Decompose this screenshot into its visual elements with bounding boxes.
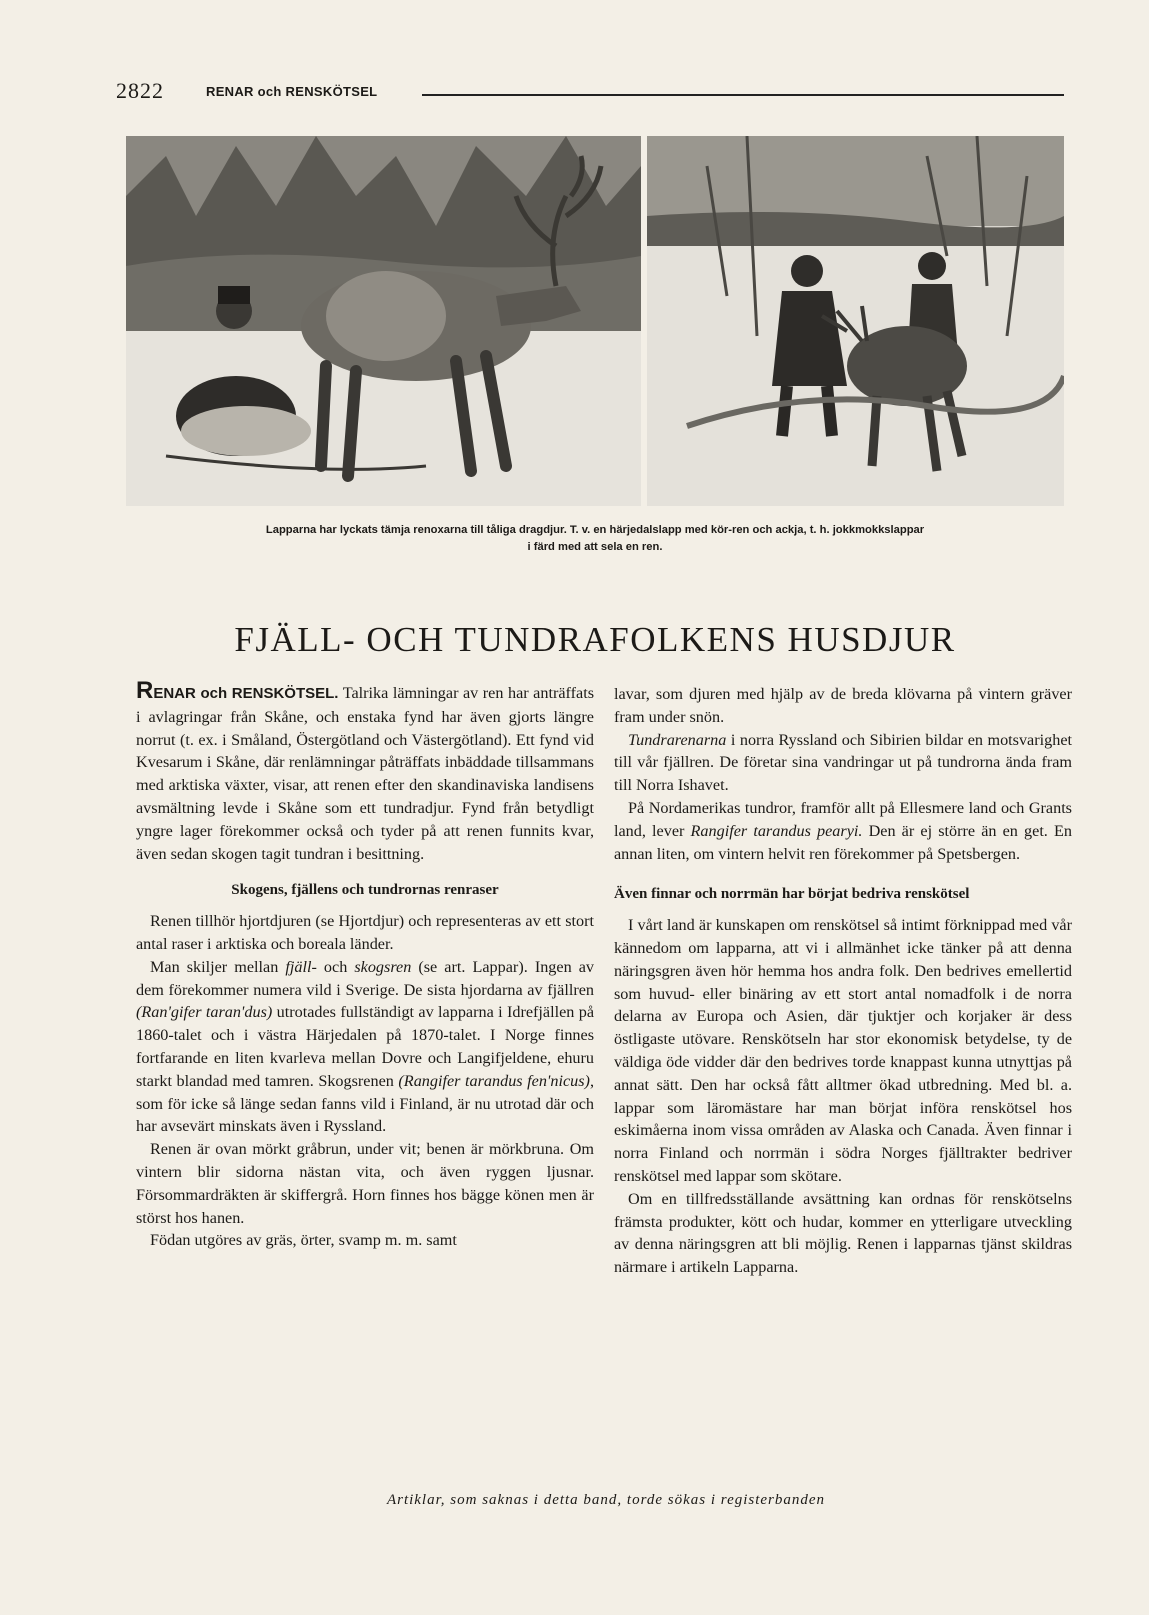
text-run: Man skiljer mellan [150,957,286,976]
lead-heading [136,677,339,704]
caption-line-1: Lapparna har lyckats tämja renoxarna till tåliga dragdjur. T. v. en härjedalslapp med kör-ren och ackja, t. h. jokkmokkslappar [265,524,925,536]
section-heading-finnar: Även finnar och norrmän har börjat bedriva renskötsel [614,886,970,903]
paragraph-nordamerika [614,797,1072,865]
latin-name: (Rangifer tarandus fen'nicus) [398,1071,590,1090]
running-head: RENAR och RENSKÖTSEL [206,84,378,99]
paragraph-avsattning: Om en tillfredsställande avsättning kan ordnas för renskötselns främsta produkter, kött och hudar, kommer en ytterligare utveckling av denna näringsgren att bli möjlig. Renen i lapparnas tjänst skildras närmare i artikeln Lapparna. [614,1189,1072,1277]
reindeer-harness-photo-icon [126,136,641,506]
page-header [116,78,1064,108]
paragraph-lavar: lavar, som djuren med hjälp av de breda klövarna på vintern gräver fram under snön. [614,685,1072,726]
reindeer-herders-photo-icon [647,136,1064,506]
photo-left-reindeer-with-sled [126,136,641,506]
text-run: (se art. Lappar). Ingen av dem förekommer numera vild i Sverige. De sista hjordarna av fjällren [136,957,595,999]
section-heading-raser: Skogens, fjällens och tundrornas renraser [231,882,499,899]
paragraph-fjall-skogsren [136,956,594,1138]
right-column [614,683,1072,1279]
paragraph-appearance: Renen är ovan mörkt gråbrun, under vit; benen är mörkbruna. Om vintern blir sidorna nästan vita, och även ryggen ljusnar. Försommardräkten är skiffergrå. Horn finnes hos bägge könen men är störst hos hanen. [136,1140,594,1227]
photo-right-herders-harnessing [647,136,1064,506]
italic-term: fjäll- [285,957,317,976]
photo-pair [126,136,1064,506]
caption-line-2: i färd med att sela en ren. [527,541,663,553]
latin-name: (Ran'gifer taran'dus) [136,1003,273,1022]
text-run: På Nordamerikas tundror, framför allt på Ellesmere land och Grants land, lever [614,798,1072,840]
text-run: och [316,957,355,976]
article-title: FJÄLL- OCH TUNDRAFOLKENS HUSDJUR [234,620,956,659]
intro-text: Talrika lämningar av ren har anträffats i avlagringar från Skåne, och enstaka fynd har även gjorts längre norrut (t. ex. i Småland, Östergötland och Västergötland). Ett fynd vid Kvesarum i Skåne, där renlämningar påträffats inbäddade tillsammans med arktiska växter, visar, att renen efter den skandinaviska landisens avsmältning levde i Skåne som ett tundradjur. Fynd från betydligt yngre lager förekommer också och tyder på att renen funnits kvar, även sedan skogen tagit tundran i besittning. [136,684,594,863]
text-run: Den är ej större än en get. En annan liten, om vintern helvit ren förekommer på Spetsbergen. [614,821,1072,863]
intro-paragraph [136,677,594,865]
italic-term: skogsren [354,957,412,976]
paragraph-renskotsel: I vårt land är kunskapen om renskötsel så intimt förknippad med vår kännedom om lapparna, att vi i allmänhet icke tänker på att denna näringsgren även hör hemma hos andra folk. Den bedrives emellertid som huvud- eller binäring av ett stort antal nomadfolk i de norra delarna av Europa och Asien, där tjuktjer och korjaker är dess östligaste utövare. Renskötseln har stor ekonomisk betydelse, ty de väldiga öde vidder där den bedrives torde knappast kunna utnyttjas på annat sätt. Den har också fått alltmer ökad utbredning. Med bl. a. lappar som läromästare har man börjat införa renskötsel hos eskimåerna inom vissa områden av Alaska och Canada. Även finnar i norra Finland och norrmän i södra Norges fjälltrakter bedriver renskötsel med lappar som skötare. [614,916,1072,1185]
header-rule [422,94,1064,96]
paragraph-hjortdjur: Renen tillhör hjortdjuren (se Hjortdjur) och representeras av ett stort antal raser i arktiska och boreala länder. [136,912,594,953]
page-footer-note: Artiklar, som saknas i detta band, torde sökas i registerbanden [386,1492,826,1508]
text-run: utrotades fullständigt av lapparna i Idrefjällen på 1860-talet och i västra Härjedalen på 1870-talet. I Norge finnes fortfarande en liten kvarleva mellan Dovre och Langifjeldene, ehuru starkt blandad med tamren. Skogsrenen [136,1003,594,1090]
photo-caption [132,522,1058,556]
lead-drop-letter: R [136,677,154,704]
paragraph-tundrarenarna [614,729,1072,797]
italic-term: Tundrarenarna [628,730,727,749]
latin-name: Rangifer tarandus pearyi. [690,821,863,840]
text-run: , som för icke så länge sedan fanns vild i Finland, är nu utrotad där och har avsevärt minskats även i Ryssland. [136,1071,594,1136]
left-column [136,677,595,1252]
page-number: 2822 [116,78,164,103]
text-run: i norra Ryssland och Sibirien bildar en motsvarighet till vår fjällren. De företar sina vandringar ut på tundrorna ända fram till Norra Ishavet. [614,730,1072,795]
paragraph-food: Födan utgöres av gräs, örter, svamp m. m. samt [150,1231,457,1250]
lead-heading-rest: ENAR och RENSKÖTSEL. [153,685,339,702]
